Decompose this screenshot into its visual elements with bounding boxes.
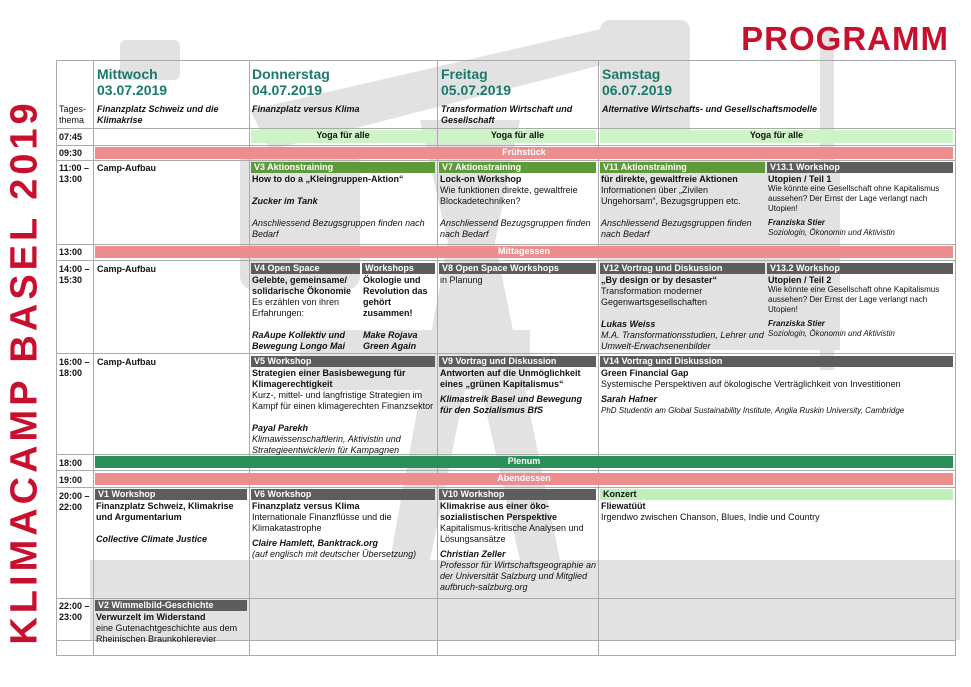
- v8-body: in Planung: [440, 275, 483, 285]
- v2-header: V2 Wimmelbild-Geschichte: [95, 600, 247, 611]
- themes-label: Tages- thema: [59, 104, 87, 125]
- day-theme: Finanzplatz versus Klima: [252, 104, 360, 114]
- time-label: 22:00 – 23:00: [59, 601, 90, 622]
- time-label: 13:00: [59, 247, 83, 257]
- day-theme: Transformation Wirtschaft und Gesellschaft: [441, 104, 573, 125]
- time-label: 09:30: [59, 148, 83, 158]
- yoga-bar: Yoga für alle: [439, 130, 596, 143]
- v5-header: V5 Workshop: [251, 356, 435, 367]
- v9-header: V9 Vortrag und Diskussion: [439, 356, 596, 367]
- mittagessen-bar: Mittagessen: [95, 246, 953, 258]
- time-label: 07:45: [59, 132, 83, 142]
- day-header-mittwoch: Mittwoch 03.07.2019: [97, 66, 168, 98]
- day-header-donnerstag: Donnerstag 04.07.2019: [252, 66, 330, 98]
- v1-header: V1 Workshop: [95, 489, 247, 500]
- page-title: PROGRAMM: [741, 20, 949, 57]
- workshops-header: Workshops: [362, 263, 435, 274]
- day-header-freitag: Freitag 05.07.2019: [441, 66, 512, 98]
- v2-body: Verwurzelt im Widerstand eine Gutenachtgeschichte aus dem Rheinischen Braunkohlerevier: [96, 612, 238, 644]
- v1-body: Finanzplatz Schweiz, Klimakrise und Argumentarium Collective Climate Justice: [96, 501, 234, 544]
- v4-header: V4 Open Space: [251, 263, 360, 274]
- v10-body: Klimakrise aus einer öko-sozialistischen Perspektive Kapitalismus-kritische Analysen und Lösungsansätze Christian Zeller Professor für Wirtschaftsgeographie an der Universität Salzburg und Mitglied aufbruch-salzburg.org: [440, 501, 596, 592]
- day-theme: Alternative Wirtschafts- und Gesellschaftsmodelle: [602, 104, 817, 114]
- v13-2-body: Utopien / Teil 2 Wie könnte eine Gesellschaft ohne Kapitalismus aussehen? Der Ernst der Lage verlangt nach Utopien! Franziska Stier Soziologin, Ökonomin und Aktivistin: [768, 275, 940, 338]
- v6-header: V6 Workshop: [251, 489, 435, 500]
- time-label: 18:00: [59, 458, 83, 468]
- v8-header: V8 Open Space Workshops: [439, 263, 596, 274]
- v7-body: Lock-on Workshop Wie funktionen direkte, gewaltfreie Blockadetechniken? Anschliessend Bezugsgruppen finden nach Bedarf: [440, 174, 591, 239]
- vertical-title: KLIMACAMP BASEL 2019: [3, 99, 46, 645]
- workshops-body: Ökologie und Revolution das gehört zusammen! Make Rojava Green Again: [363, 275, 428, 351]
- v9-body: Antworten auf die Unmöglichkeit eines „grünen Kapitalismus“ Klimastreik Basel und Bewegung für den Sozialismus BfS: [440, 368, 583, 415]
- v10-header: V10 Workshop: [439, 489, 596, 500]
- v14-body: Green Financial Gap Systemische Perspektiven auf ökologische Verträglichkeit von Investitionen Sarah Hafner PhD Studentin am Global Sustainability Institute, Anglia Ruskin University, Cambridge: [601, 368, 905, 415]
- v11-header: V11 Aktionstraining: [600, 162, 765, 173]
- v13-1-body: Utopien / Teil 1 Wie könnte eine Gesellschaft ohne Kapitalismus aussehen? Der Ernst der Lage verlangt nach Utopien! Franziska Stier Soziologin, Ökonomin und Aktivistin: [768, 174, 940, 237]
- yoga-bar: Yoga für alle: [600, 130, 953, 143]
- v7-header: V7 Aktionstraining: [439, 162, 596, 173]
- day-header-samstag: Samstag 06.07.2019: [602, 66, 673, 98]
- v13-2-header: V13.2 Workshop: [767, 263, 953, 274]
- day-theme: Finanzplatz Schweiz und die Klimakrise: [97, 104, 219, 125]
- fruehstueck-bar: Frühstück: [95, 147, 953, 159]
- time-label: 16:00 – 18:00: [59, 357, 90, 378]
- v13-1-header: V13.1 Workshop: [767, 162, 953, 173]
- camp-aufbau: Camp-Aufbau: [97, 163, 156, 173]
- v6-body: Finanzplatz versus Klima Internationale Finanzflüsse und die Klimakatastrophe Claire Hamlett, Banktrack.org (auf englisch mit deutscher Übersetzung): [252, 501, 417, 559]
- plenum-bar: Plenum: [95, 456, 953, 468]
- konzert-header: Konzert: [600, 489, 953, 500]
- v11-body: für direkte, gewaltfreie Aktionen Informationen über „Zivilen Ungehorsam“, Bezugsgruppen etc. Anschliessend Bezugsgruppen finden nach Bedarf: [601, 174, 752, 239]
- v12-body: „By design or by desaster“ Transformation moderner Gegenwartsgesellschaften Lukas Weiss M.A. Transformationsstudien, Lehrer und Umwelt-Erwachsenenbilder: [601, 275, 764, 351]
- abendessen-bar: Abendessen: [95, 473, 953, 485]
- time-label: 19:00: [59, 475, 83, 485]
- v14-header: V14 Vortrag und Diskussion: [600, 356, 953, 367]
- v5-body: Strategien einer Basisbewegung für Klimagerechtigkeit Kurz-, mittel- und langfristige Strategien im Kampf für einen klimagerechten Finanzsektor Payal Parekh Klimawissenschaftlerin, Aktivistin und Strategieentwicklerin für Kampagnen: [252, 368, 434, 455]
- v12-header: V12 Vortrag und Diskussion: [600, 263, 765, 274]
- v4-body: Gelebte, gemeinsame/ solidarische Ökonomie Es erzählen von ihren Erfahrungen: RaAupe Kollektiv und Bewegung Longo Mai: [252, 275, 352, 351]
- camp-aufbau: Camp-Aufbau: [97, 264, 156, 274]
- time-label: 11:00 – 13:00: [59, 163, 90, 184]
- camp-aufbau: Camp-Aufbau: [97, 357, 156, 367]
- time-label: 14:00 – 15:30: [59, 264, 90, 285]
- v3-body: How to do a „Kleingruppen-Aktion“ Zucker im Tank Anschliessend Bezugsgruppen finden nach Bedarf: [252, 174, 425, 239]
- v3-header: V3 Aktionstraining: [251, 162, 435, 173]
- time-label: 20:00 – 22:00: [59, 491, 90, 512]
- yoga-bar: Yoga für alle: [251, 130, 435, 143]
- konzert-body: Fliewatüüt Irgendwo zwischen Chanson, Blues, Indie und Country: [601, 501, 820, 522]
